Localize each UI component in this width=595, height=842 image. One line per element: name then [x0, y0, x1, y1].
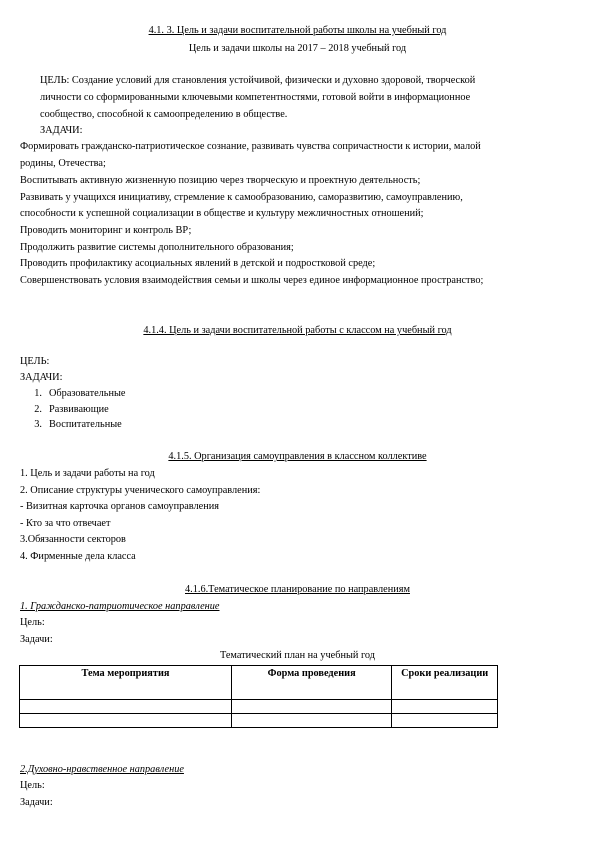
body-line: 4. Фирменные дела класса	[20, 551, 136, 562]
section-heading: 4.1. 3. Цель и задачи воспитательной работы школы на учебный год	[148, 25, 447, 36]
column-header: Форма проведения	[232, 666, 392, 700]
tasks-label: ЗАДАЧИ:	[40, 125, 83, 136]
table-row	[20, 714, 498, 728]
list-text: Развивающие	[49, 404, 109, 415]
direction-heading: 1. Гражданско-патриотическое направление	[20, 601, 220, 612]
section-heading: 4.1.5. Организация самоуправления в классном коллективе	[168, 451, 427, 462]
table-cell	[20, 700, 232, 714]
task-line: Проводить мониторинг и контроль ВР;	[20, 225, 192, 236]
list-number: 2.	[34, 404, 42, 415]
tasks-label: ЗАДАЧИ:	[20, 372, 63, 383]
goal-line: сообщество, способной к самоопределению в обществе.	[40, 109, 288, 120]
goal-label: Цель:	[20, 617, 45, 628]
task-line: способности к успешной социализации в обществе и культуру межличностных отношений;	[20, 208, 424, 219]
goal-line: ЦЕЛЬ: Создание условий для становления устойчивой, физически и духовно здоровой, творческой	[40, 75, 476, 86]
direction-heading: 2.Духовно-нравственное направление	[20, 764, 184, 775]
section-heading: 4.1.4. Цель и задачи воспитательной работы с классом на учебный год	[143, 325, 452, 336]
plan-table	[19, 665, 498, 728]
table-cell	[392, 714, 498, 728]
task-line: Продолжить развитие системы дополнительного образования;	[20, 242, 294, 253]
list-number: 1.	[34, 388, 42, 399]
task-line: родины, Отечества;	[20, 158, 106, 169]
body-line: - Визитная карточка органов самоуправления	[20, 501, 219, 512]
body-line: 1. Цель и задачи работы на год	[20, 468, 155, 479]
table-cell	[392, 700, 498, 714]
tasks-label: Задачи:	[20, 797, 53, 808]
table-cell	[20, 714, 232, 728]
task-line: Совершенствовать условия взаимодействия семьи и школы через единое информационное пространство;	[20, 275, 484, 286]
task-line: Развивать у учащихся инициативу, стремление к самообразованию, саморазвитию, самоуправлению,	[20, 192, 463, 203]
list-item	[20, 389, 125, 399]
column-header: Сроки реализации	[392, 666, 498, 700]
list-number: 3.	[34, 419, 42, 430]
table-cell	[232, 714, 392, 728]
goal-label: Цель:	[20, 780, 45, 791]
body-line: - Кто за что отвечает	[20, 518, 111, 529]
task-line: Проводить профилактику асоциальных явлений в детской и подростковой среде;	[20, 258, 376, 269]
body-line: 3.Обязанности секторов	[20, 534, 126, 545]
table-header-row	[20, 666, 498, 700]
task-line: Воспитывать активную жизненную позицию через творческую и проектную деятельность;	[20, 175, 421, 186]
list-item	[20, 420, 122, 430]
goal-line: личности со сформированными ключевыми компетентностями, готовой войти в информационное	[40, 92, 471, 103]
goal-label: ЦЕЛЬ:	[20, 356, 50, 367]
list-text: Образовательные	[49, 388, 126, 399]
table-row	[20, 700, 498, 714]
body-line: 2. Описание структуры ученического самоуправления:	[20, 485, 261, 496]
list-text: Воспитательные	[49, 419, 122, 430]
table-cell	[232, 700, 392, 714]
list-item	[20, 405, 109, 415]
task-line: Формировать гражданско-патриотическое сознание, развивать чувства сопричастности к истории, малой	[20, 141, 481, 152]
plan-title: Тематический план на учебный год	[219, 650, 376, 661]
column-header: Тема мероприятия	[20, 666, 232, 700]
section-subheading: Цель и задачи школы на 2017 – 2018 учебный год	[188, 43, 407, 54]
section-heading: 4.1.6.Тематическое планирование по направлениям	[185, 584, 410, 595]
tasks-label: Задачи:	[20, 634, 53, 645]
